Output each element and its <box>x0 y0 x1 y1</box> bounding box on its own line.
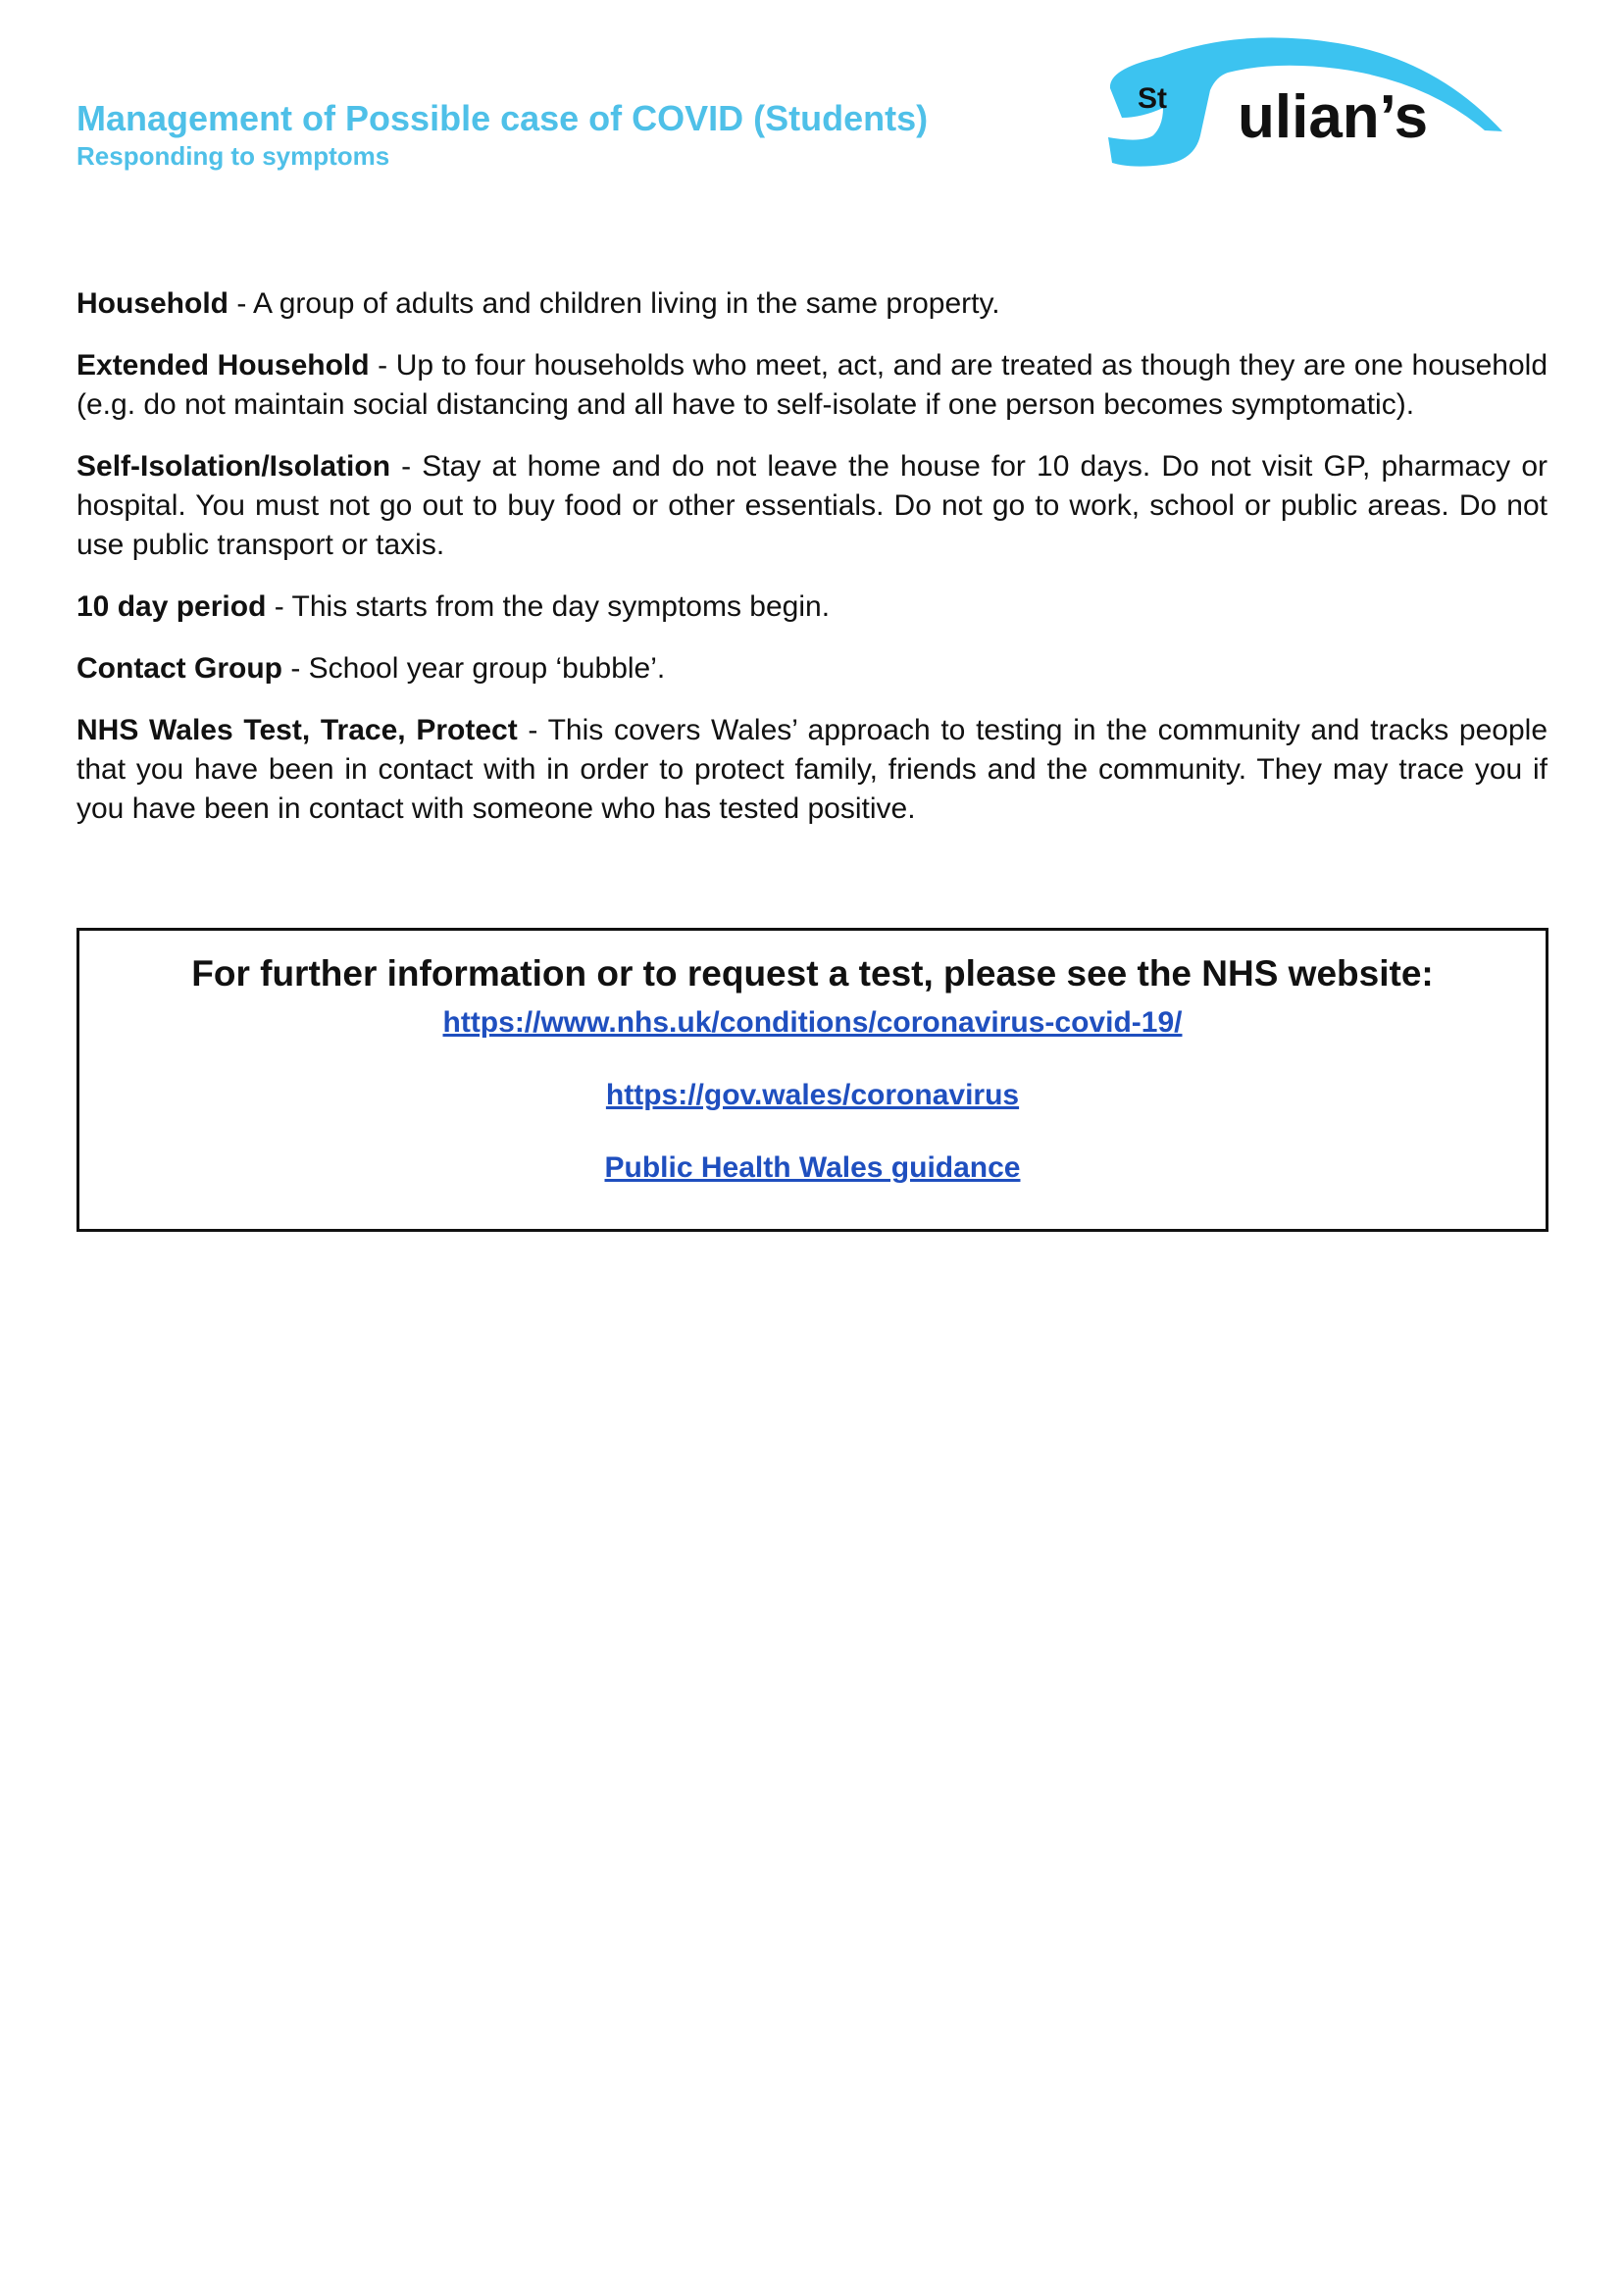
definition-10-day-period <box>76 587 1548 627</box>
definition-term: Extended Household <box>76 349 370 382</box>
nhs-covid-link[interactable]: https://www.nhs.uk/conditions/coronavirus-covid-19/ <box>442 1006 1183 1039</box>
logo-prefix: St <box>1138 82 1167 115</box>
definition-term: Self-Isolation/Isolation <box>76 450 391 483</box>
further-info-heading: For further information or to request a test, please see the NHS website: <box>191 953 1434 994</box>
definition-nhs-wales-ttp <box>76 711 1548 829</box>
definition-term: Household <box>76 287 228 320</box>
definition-term: Contact Group <box>76 652 282 685</box>
definition-contact-group <box>76 649 1548 688</box>
school-logo <box>1102 29 1514 177</box>
document-header <box>76 98 1057 172</box>
further-info-box <box>76 928 1548 1232</box>
definition-extended-household <box>76 346 1548 425</box>
definition-text: - Stay at home and do not leave the house for 10 days. Do not visit GP, pharmacy or hospital. You must not go out to buy food or other essentials. Do not go to work, school or public areas. Do not use public transport or taxis. <box>76 450 1548 561</box>
definition-text: - A group of adults and children living in the same property. <box>228 287 1000 320</box>
definitions-list <box>76 284 1548 851</box>
definition-text: - School year group ‘bubble’. <box>282 652 666 685</box>
gov-wales-coronavirus-link[interactable]: https://gov.wales/coronavirus <box>605 1079 1020 1111</box>
definition-term: NHS Wales Test, Trace, Protect <box>76 714 518 746</box>
definition-self-isolation <box>76 447 1548 565</box>
definition-text: - Up to four households who meet, act, and are treated as though they are one household (e.g. do not maintain social distancing and all have to self-isolate if one person becomes symptomatic). <box>76 349 1548 421</box>
definition-text: - This covers Wales’ approach to testing in the community and tracks people that you have been in contact with in order to protect family, friends and the community. They may trace you if you have been in contact with someone who has tested positive. <box>76 714 1548 825</box>
public-health-wales-link[interactable]: Public Health Wales guidance <box>604 1151 1021 1184</box>
document-title: Management of Possible case of COVID (Students) <box>76 98 929 138</box>
definition-term: 10 day period <box>76 590 267 623</box>
logo-name: ulian’s <box>1238 83 1429 151</box>
definition-text: - This starts from the day symptoms begin. <box>266 590 831 623</box>
definition-household <box>76 284 1548 324</box>
document-subtitle: Responding to symptoms <box>76 141 390 172</box>
